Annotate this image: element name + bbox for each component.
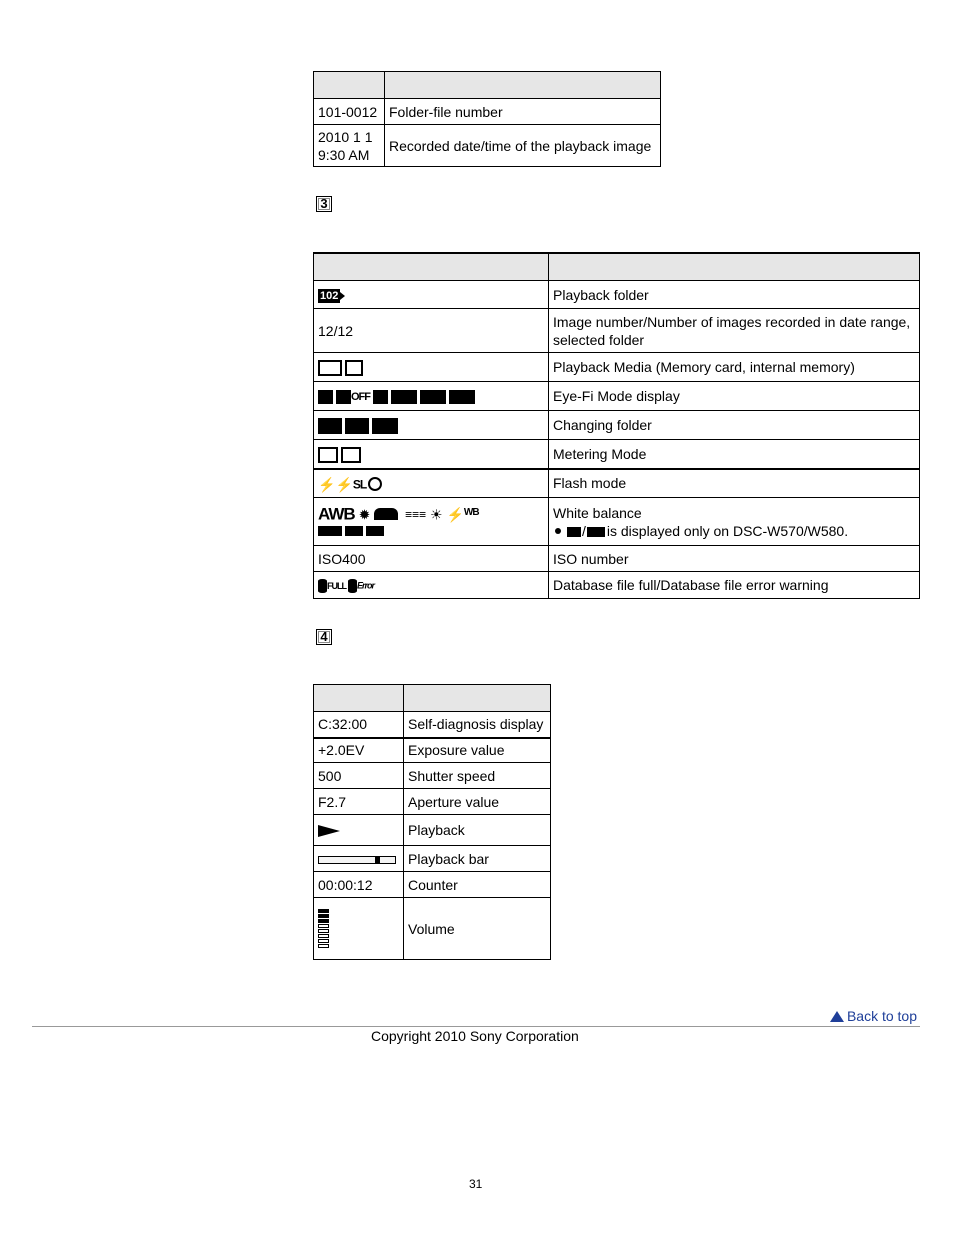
play-icon bbox=[318, 825, 340, 837]
divider bbox=[32, 1026, 920, 1027]
table-cell bbox=[314, 411, 549, 440]
slow-sync-label: SL bbox=[352, 476, 367, 491]
table-row bbox=[314, 382, 920, 411]
table-cell: 500 bbox=[314, 763, 404, 789]
table-header bbox=[314, 253, 920, 281]
table-row bbox=[314, 872, 551, 898]
table-row bbox=[314, 469, 920, 498]
table-row bbox=[314, 353, 920, 382]
table-cell: Folder-file number bbox=[385, 99, 661, 125]
eye-fi-icon bbox=[318, 390, 333, 404]
eye-fi-transfer-icon bbox=[391, 390, 417, 404]
internal-memory-icon bbox=[345, 360, 363, 376]
daylight-icon: ✹ bbox=[358, 506, 371, 523]
table-row bbox=[314, 546, 920, 572]
incandescent-icon: ☀ bbox=[430, 506, 443, 523]
folder-next-icon bbox=[345, 418, 369, 434]
table-cell: Playback folder bbox=[549, 281, 920, 309]
database-icon bbox=[318, 579, 327, 593]
table-cell bbox=[314, 898, 404, 960]
database-error-icon bbox=[348, 579, 357, 593]
table-cell: +2.0EV bbox=[314, 738, 404, 763]
awb-icon: AWB bbox=[318, 504, 355, 524]
eye-fi-standby-icon bbox=[373, 390, 388, 404]
table-cell: ISO number bbox=[549, 546, 920, 572]
eye-fi-off-icon bbox=[336, 390, 351, 404]
table-cell: Shutter speed bbox=[404, 763, 551, 789]
playback-bar-icon bbox=[318, 856, 396, 864]
metering-spot-icon bbox=[341, 447, 361, 463]
page-number: 31 bbox=[469, 1177, 483, 1191]
table-cell: Metering Mode bbox=[549, 440, 920, 469]
eye-fi-error-icon bbox=[449, 390, 475, 404]
fluorescent-3-icon: ≡ bbox=[419, 507, 427, 522]
table-cell bbox=[314, 281, 549, 309]
table-playback-controls bbox=[313, 684, 551, 960]
section-3-icon: 3 bbox=[316, 196, 332, 212]
table-cell bbox=[314, 469, 549, 498]
cloudy-icon bbox=[374, 508, 398, 520]
metering-multi-icon bbox=[318, 447, 338, 463]
table-row bbox=[314, 125, 661, 167]
table-cell bbox=[314, 498, 549, 546]
table-cell: Changing folder bbox=[549, 411, 920, 440]
one-push-icon bbox=[318, 526, 342, 536]
table-cell: Playback bar bbox=[404, 846, 551, 872]
table-cell: Eye-Fi Mode display bbox=[549, 382, 920, 411]
white-balance-label: White balance bbox=[553, 504, 642, 521]
table-row bbox=[314, 309, 920, 353]
table-cell bbox=[314, 125, 385, 167]
table-row bbox=[314, 846, 551, 872]
table-row bbox=[314, 411, 920, 440]
table-row bbox=[314, 712, 551, 738]
table-cell bbox=[314, 382, 549, 411]
back-to-top-label: Back to top bbox=[846, 1008, 917, 1024]
flash-on-icon: ⚡ bbox=[318, 475, 336, 492]
table-cell: C:32:00 bbox=[314, 712, 404, 738]
custom-wb-2-icon bbox=[587, 527, 605, 537]
table-cell: 00:00:12 bbox=[314, 872, 404, 898]
bullet-icon bbox=[555, 528, 561, 534]
table-cell bbox=[314, 815, 404, 846]
table-cell bbox=[314, 353, 549, 382]
table-playback-info bbox=[313, 252, 920, 599]
table-row bbox=[314, 498, 920, 546]
one-push-set-1-icon bbox=[345, 526, 363, 536]
table-header bbox=[314, 72, 661, 99]
table-cell: Flash mode bbox=[549, 469, 920, 498]
copyright-text: Copyright 2010 Sony Corporation bbox=[371, 1028, 579, 1044]
folder-both-icon bbox=[372, 418, 398, 434]
table-cell: Counter bbox=[404, 872, 551, 898]
table-cell: Exposure value bbox=[404, 738, 551, 763]
table-cell: White balance / is displayed only on DSC-W570/W580. bbox=[549, 498, 920, 546]
table-cell: Image number/Number of images recorded in date range, selected folder bbox=[549, 309, 920, 353]
folder-previous-icon bbox=[318, 418, 342, 434]
table-cell: 101-0012 bbox=[314, 99, 385, 125]
table-cell bbox=[314, 572, 549, 599]
table-row bbox=[314, 440, 920, 469]
playback-folder-icon: 102 bbox=[320, 289, 339, 302]
table-cell: Recorded date/time of the playback image bbox=[385, 125, 661, 167]
table-header bbox=[314, 685, 551, 712]
wb-label: WB bbox=[463, 506, 479, 518]
table-cell: Self-diagnosis display bbox=[404, 712, 551, 738]
back-to-top-link[interactable] bbox=[830, 1008, 917, 1024]
table-row bbox=[314, 99, 661, 125]
table-row bbox=[314, 815, 551, 846]
one-push-set-2-icon bbox=[366, 526, 384, 536]
table-row bbox=[314, 763, 551, 789]
table-row bbox=[314, 898, 551, 960]
off-label: OFF bbox=[351, 390, 370, 403]
table-row bbox=[314, 572, 920, 599]
table-cell: Aperture value bbox=[404, 789, 551, 815]
custom-wb-1-icon bbox=[567, 527, 581, 537]
error-label: Error bbox=[357, 580, 375, 591]
table-cell: F2.7 bbox=[314, 789, 404, 815]
arrow-right-icon bbox=[340, 292, 345, 300]
section-4-icon: 4 bbox=[316, 629, 332, 645]
white-balance-note: is displayed only on DSC-W570/W580. bbox=[606, 522, 849, 539]
table-cell bbox=[314, 846, 404, 872]
eye-fi-upload-icon bbox=[420, 390, 446, 404]
time-text: 9:30 AM bbox=[318, 146, 370, 163]
table-cell: ISO400 bbox=[314, 546, 549, 572]
flash-wb-icon: ⚡ bbox=[446, 506, 464, 523]
memory-card-icon bbox=[318, 360, 342, 376]
up-arrow-icon bbox=[830, 1011, 844, 1022]
table-cell: 12/12 bbox=[314, 309, 549, 353]
fluorescent-2-icon: ≡ bbox=[412, 507, 420, 522]
flash-slow-sync-icon: ⚡ bbox=[335, 475, 353, 492]
table-folder-file bbox=[313, 71, 661, 167]
table-cell: Playback bbox=[404, 815, 551, 846]
date-text: 2010 1 1 bbox=[318, 128, 373, 145]
volume-icon bbox=[318, 909, 329, 949]
table-cell bbox=[314, 440, 549, 469]
fluorescent-1-icon: ≡ bbox=[405, 507, 413, 522]
table-cell: Volume bbox=[404, 898, 551, 960]
flash-off-icon bbox=[368, 477, 382, 491]
table-cell: Database file full/Database file error warning bbox=[549, 572, 920, 599]
table-row bbox=[314, 738, 551, 763]
table-row bbox=[314, 789, 551, 815]
table-cell: Playback Media (Memory card, internal memory) bbox=[549, 353, 920, 382]
full-label: FULL bbox=[327, 580, 346, 591]
table-row bbox=[314, 281, 920, 309]
